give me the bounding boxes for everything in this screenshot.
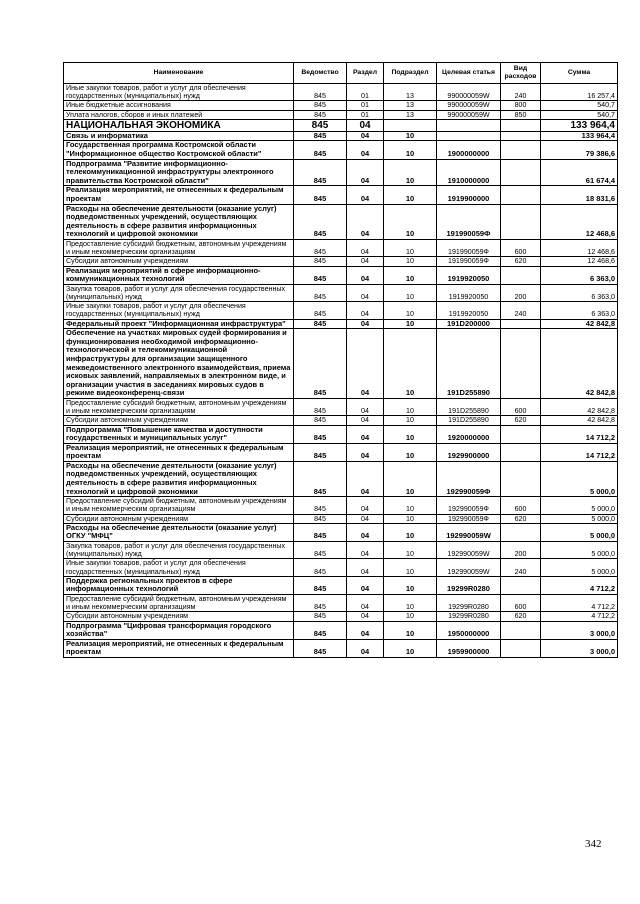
table-row (64, 497, 618, 514)
row-cel: 192990059Ф (437, 514, 501, 523)
row-razdel: 04 (347, 329, 384, 399)
row-sum: 42 842,8 (541, 329, 618, 399)
row-vid (501, 576, 541, 594)
row-sum: 18 831,6 (541, 186, 618, 204)
row-podrazdel: 10 (384, 186, 437, 204)
row-razdel: 04 (347, 559, 384, 576)
row-sum: 6 363,0 (541, 302, 618, 319)
table-row (64, 443, 618, 461)
row-ved: 845 (294, 266, 347, 284)
row-podrazdel: 10 (384, 461, 437, 496)
row-razdel: 04 (347, 443, 384, 461)
row-name: Расходы на обеспечение деятельности (оказание услуг) ОГКУ "МФЦ" (64, 523, 294, 541)
row-sum: 5 000,0 (541, 523, 618, 541)
row-cel: 1919900000 (437, 186, 501, 204)
row-sum: 14 712,2 (541, 425, 618, 443)
row-podrazdel: 10 (384, 523, 437, 541)
row-ved: 845 (294, 302, 347, 319)
row-cel: 191990059Ф (437, 204, 501, 239)
row-ved: 845 (294, 159, 347, 186)
row-razdel: 04 (347, 204, 384, 239)
row-ved: 845 (294, 119, 347, 131)
row-podrazdel: 10 (384, 204, 437, 239)
row-vid (501, 266, 541, 284)
row-sum: 5 000,0 (541, 542, 618, 559)
row-podrazdel: 10 (384, 239, 437, 256)
row-razdel: 04 (347, 159, 384, 186)
row-ved: 845 (294, 204, 347, 239)
row-cel: 192990059W (437, 559, 501, 576)
table-row (64, 319, 618, 329)
row-name: Субсидии автономным учреждениям (64, 416, 294, 425)
row-name: Предоставление субсидий бюджетным, автономным учреждениям и иным некоммерческим организациям (64, 398, 294, 415)
page-number: 342 (585, 838, 602, 850)
table-row (64, 110, 618, 119)
table-header-row (64, 63, 618, 84)
row-name: Предоставление субсидий бюджетным, автономным учреждениям и иным некоммерческим организациям (64, 595, 294, 612)
row-podrazdel: 10 (384, 595, 437, 612)
row-razdel: 04 (347, 319, 384, 329)
row-name: Федеральный проект "Информационная инфраструктура" (64, 319, 294, 329)
table-row (64, 621, 618, 639)
row-podrazdel: 10 (384, 398, 437, 415)
row-vid (501, 141, 541, 159)
row-sum: 12 468,6 (541, 204, 618, 239)
row-name: Иные бюджетные ассигнования (64, 101, 294, 110)
row-razdel: 04 (347, 514, 384, 523)
row-ved: 845 (294, 514, 347, 523)
row-name: Закупка товаров, работ и услуг для обеспечения государственных (муниципальных) нужд (64, 542, 294, 559)
row-sum: 42 842,8 (541, 416, 618, 425)
row-podrazdel: 10 (384, 542, 437, 559)
row-ved: 845 (294, 329, 347, 399)
row-sum: 6 363,0 (541, 284, 618, 301)
table-row (64, 612, 618, 621)
row-ved: 845 (294, 542, 347, 559)
table-row (64, 159, 618, 186)
row-vid (501, 131, 541, 141)
table-row (64, 514, 618, 523)
table-row (64, 523, 618, 541)
row-name: Иные закупки товаров, работ и услуг для обеспечения государственных (муниципальных) нужд (64, 84, 294, 101)
row-vid: 240 (501, 559, 541, 576)
row-sum: 42 842,8 (541, 398, 618, 415)
row-sum: 5 000,0 (541, 559, 618, 576)
row-sum: 14 712,2 (541, 443, 618, 461)
row-name: Субсидии автономным учреждениям (64, 514, 294, 523)
row-name: Поддержка региональных проектов в сфере информационных технологий (64, 576, 294, 594)
row-sum: 12 468,6 (541, 257, 618, 266)
row-podrazdel: 10 (384, 329, 437, 399)
row-podrazdel: 10 (384, 416, 437, 425)
row-vid: 620 (501, 416, 541, 425)
row-cel: 192990059Ф (437, 497, 501, 514)
header-name: Наименование (64, 63, 294, 84)
row-sum: 3 000,0 (541, 621, 618, 639)
table-row (64, 302, 618, 319)
row-name: Обеспечение на участках мировых судей формирования и функционирования необходимой информационно-технологической и телекоммуникационной инфраструктуры для организации защищенного межведомственного электронного взаимодействия, приема исковых заявлений, направляемых в электронном виде, и организации участия в заседаниях мировых судов в режиме видеоконференц-связи (64, 329, 294, 399)
row-podrazdel: 10 (384, 425, 437, 443)
row-cel: 191D255890 (437, 416, 501, 425)
row-razdel: 01 (347, 110, 384, 119)
row-sum: 12 468,6 (541, 239, 618, 256)
row-sum: 5 000,0 (541, 514, 618, 523)
row-ved: 845 (294, 523, 347, 541)
row-ved: 845 (294, 398, 347, 415)
table-row (64, 101, 618, 110)
row-razdel: 04 (347, 639, 384, 657)
table-row (64, 559, 618, 576)
row-podrazdel: 10 (384, 131, 437, 141)
row-podrazdel: 10 (384, 497, 437, 514)
row-vid (501, 639, 541, 657)
row-razdel: 04 (347, 284, 384, 301)
row-podrazdel: 10 (384, 576, 437, 594)
row-razdel: 04 (347, 398, 384, 415)
row-sum: 5 000,0 (541, 461, 618, 496)
row-razdel: 04 (347, 576, 384, 594)
row-cel: 191990059Ф (437, 239, 501, 256)
header-podrazdel: Подраздел (384, 63, 437, 84)
row-name: Закупка товаров, работ и услуг для обеспечения государственных (муниципальных) нужд (64, 284, 294, 301)
table-row (64, 239, 618, 256)
row-ved: 845 (294, 443, 347, 461)
row-cel (437, 131, 501, 141)
row-sum: 540,7 (541, 110, 618, 119)
row-cel: 19299R0280 (437, 612, 501, 621)
row-podrazdel: 10 (384, 319, 437, 329)
row-ved: 845 (294, 141, 347, 159)
row-name: Подпрограмма "Развитие информационно-телекоммуникационной инфраструктуры электронного правительства Костромской области" (64, 159, 294, 186)
row-vid: 620 (501, 612, 541, 621)
row-podrazdel: 13 (384, 110, 437, 119)
row-cel: 192990059W (437, 542, 501, 559)
table-row (64, 131, 618, 141)
row-vid: 620 (501, 257, 541, 266)
row-sum: 42 842,8 (541, 319, 618, 329)
row-sum: 3 000,0 (541, 639, 618, 657)
row-ved: 845 (294, 110, 347, 119)
row-razdel: 04 (347, 461, 384, 496)
row-vid (501, 329, 541, 399)
table-row (64, 266, 618, 284)
row-vid: 200 (501, 284, 541, 301)
row-vid (501, 119, 541, 131)
row-name: Связь и информатика (64, 131, 294, 141)
budget-table (63, 62, 618, 658)
row-name: Подпрограмма "Цифровая трансформация городского хозяйства" (64, 621, 294, 639)
row-cel: 1919920050 (437, 284, 501, 301)
row-sum: 133 964,4 (541, 131, 618, 141)
row-name: Реализация мероприятий в сфере информационно-коммуникационных технологий (64, 266, 294, 284)
row-ved: 845 (294, 186, 347, 204)
row-razdel: 01 (347, 84, 384, 101)
row-cel: 1950000000 (437, 621, 501, 639)
row-razdel: 04 (347, 141, 384, 159)
row-razdel: 04 (347, 266, 384, 284)
row-cel: 192990059Ф (437, 461, 501, 496)
row-name: Иные закупки товаров, работ и услуг для обеспечения государственных (муниципальных) нужд (64, 559, 294, 576)
row-podrazdel: 10 (384, 612, 437, 621)
row-razdel: 04 (347, 239, 384, 256)
table-row (64, 257, 618, 266)
row-sum: 61 674,4 (541, 159, 618, 186)
row-podrazdel (384, 119, 437, 131)
table-row (64, 284, 618, 301)
header-ved: Ведомство (294, 63, 347, 84)
table-row (64, 204, 618, 239)
row-podrazdel: 13 (384, 101, 437, 110)
row-name: Иные закупки товаров, работ и услуг для обеспечения государственных (муниципальных) нужд (64, 302, 294, 319)
table-row (64, 595, 618, 612)
row-vid (501, 443, 541, 461)
row-sum: 16 257,4 (541, 84, 618, 101)
row-vid (501, 523, 541, 541)
row-cel: 191D255890 (437, 329, 501, 399)
row-vid: 240 (501, 302, 541, 319)
table-row (64, 398, 618, 415)
table-row (64, 461, 618, 496)
row-name: Предоставление субсидий бюджетным, автономным учреждениям и иным некоммерческим организациям (64, 497, 294, 514)
row-vid: 800 (501, 101, 541, 110)
row-razdel: 04 (347, 523, 384, 541)
row-podrazdel: 10 (384, 284, 437, 301)
row-cel: 19299R0280 (437, 595, 501, 612)
row-podrazdel: 10 (384, 443, 437, 461)
row-name: Реализация мероприятий, не отнесенных к федеральным проектам (64, 639, 294, 657)
table-row (64, 186, 618, 204)
row-cel: 1919920050 (437, 266, 501, 284)
row-podrazdel: 10 (384, 639, 437, 657)
row-razdel: 04 (347, 497, 384, 514)
row-ved: 845 (294, 131, 347, 141)
row-cel: 1929900000 (437, 443, 501, 461)
row-cel: 1920000000 (437, 425, 501, 443)
row-cel: 1959900000 (437, 639, 501, 657)
row-cel: 192990059W (437, 523, 501, 541)
row-ved: 845 (294, 461, 347, 496)
row-vid: 850 (501, 110, 541, 119)
row-sum: 6 363,0 (541, 266, 618, 284)
row-sum: 4 712,2 (541, 612, 618, 621)
row-cel: 1919920050 (437, 302, 501, 319)
row-razdel: 04 (347, 131, 384, 141)
row-ved: 845 (294, 576, 347, 594)
row-razdel: 04 (347, 595, 384, 612)
table-row (64, 639, 618, 657)
table-row (64, 425, 618, 443)
row-razdel: 04 (347, 416, 384, 425)
row-razdel: 04 (347, 257, 384, 266)
row-razdel: 04 (347, 612, 384, 621)
row-name: Подпрограмма "Повышение качества и доступности государственных и муниципальных услуг" (64, 425, 294, 443)
table-row (64, 84, 618, 101)
row-podrazdel: 13 (384, 84, 437, 101)
header-vid: Вид расходов (501, 63, 541, 84)
row-ved: 845 (294, 639, 347, 657)
row-razdel: 04 (347, 302, 384, 319)
row-name: НАЦИОНАЛЬНАЯ ЭКОНОМИКА (64, 119, 294, 131)
row-ved: 845 (294, 612, 347, 621)
row-sum: 540,7 (541, 101, 618, 110)
row-ved: 845 (294, 559, 347, 576)
header-razdel: Раздел (347, 63, 384, 84)
row-podrazdel: 10 (384, 141, 437, 159)
row-vid: 200 (501, 542, 541, 559)
row-podrazdel: 10 (384, 302, 437, 319)
row-sum: 5 000,0 (541, 497, 618, 514)
row-cel: 191D255890 (437, 398, 501, 415)
table-row (64, 141, 618, 159)
row-cel: 191990059Ф (437, 257, 501, 266)
row-ved: 845 (294, 497, 347, 514)
table-row (64, 576, 618, 594)
row-name: Уплата налогов, сборов и иных платежей (64, 110, 294, 119)
table-row (64, 416, 618, 425)
row-razdel: 04 (347, 119, 384, 131)
row-vid: 600 (501, 398, 541, 415)
row-ved: 845 (294, 416, 347, 425)
row-vid: 600 (501, 239, 541, 256)
row-vid: 600 (501, 497, 541, 514)
row-cel: 990000059W (437, 84, 501, 101)
row-cel: 1900000000 (437, 141, 501, 159)
row-razdel: 04 (347, 621, 384, 639)
row-sum: 79 386,6 (541, 141, 618, 159)
row-vid: 240 (501, 84, 541, 101)
row-vid (501, 186, 541, 204)
row-ved: 845 (294, 239, 347, 256)
row-sum: 4 712,2 (541, 576, 618, 594)
row-vid (501, 621, 541, 639)
header-sum: Сумма (541, 63, 618, 84)
row-podrazdel: 10 (384, 257, 437, 266)
row-ved: 845 (294, 101, 347, 110)
row-name: Предоставление субсидий бюджетным, автономным учреждениям и иным некоммерческим организациям (64, 239, 294, 256)
row-name: Расходы на обеспечение деятельности (оказание услуг) подведомственных учреждений, осуществляющих деятельность в сфере развития информационных технологий и цифровой экономики (64, 461, 294, 496)
row-podrazdel: 10 (384, 266, 437, 284)
row-ved: 845 (294, 621, 347, 639)
row-razdel: 04 (347, 425, 384, 443)
row-name: Субсидии автономным учреждениям (64, 612, 294, 621)
table-body (64, 84, 618, 658)
row-ved: 845 (294, 319, 347, 329)
row-razdel: 04 (347, 542, 384, 559)
row-podrazdel: 10 (384, 159, 437, 186)
row-cel: 990000059W (437, 110, 501, 119)
table-row (64, 329, 618, 399)
row-podrazdel: 10 (384, 514, 437, 523)
table-row (64, 542, 618, 559)
row-sum: 133 964,4 (541, 119, 618, 131)
row-vid (501, 204, 541, 239)
row-razdel: 01 (347, 101, 384, 110)
row-vid (501, 425, 541, 443)
row-cel (437, 119, 501, 131)
row-vid: 600 (501, 595, 541, 612)
row-vid (501, 461, 541, 496)
row-podrazdel: 10 (384, 621, 437, 639)
row-ved: 845 (294, 595, 347, 612)
row-name: Расходы на обеспечение деятельности (оказание услуг) подведомственных учреждений, осуществляющих деятельность в сфере развития информационных технологий и цифровой экономики (64, 204, 294, 239)
row-vid (501, 159, 541, 186)
row-ved: 845 (294, 84, 347, 101)
table-row (64, 119, 618, 131)
row-name: Реализация мероприятий, не отнесенных к федеральным проектам (64, 186, 294, 204)
row-sum: 4 712,2 (541, 595, 618, 612)
row-cel: 19299R0280 (437, 576, 501, 594)
row-cel: 1910000000 (437, 159, 501, 186)
row-razdel: 04 (347, 186, 384, 204)
row-ved: 845 (294, 425, 347, 443)
row-ved: 845 (294, 257, 347, 266)
row-name: Государственная программа Костромской области "Информационное общество Костромской области" (64, 141, 294, 159)
row-vid (501, 319, 541, 329)
budget-document (63, 62, 617, 658)
row-name: Реализация мероприятий, не отнесенных к федеральным проектам (64, 443, 294, 461)
row-cel: 990000059W (437, 101, 501, 110)
row-ved: 845 (294, 284, 347, 301)
row-podrazdel: 10 (384, 559, 437, 576)
row-vid: 620 (501, 514, 541, 523)
row-name: Субсидии автономным учреждениям (64, 257, 294, 266)
header-cel: Целевая статья (437, 63, 501, 84)
row-cel: 191D200000 (437, 319, 501, 329)
